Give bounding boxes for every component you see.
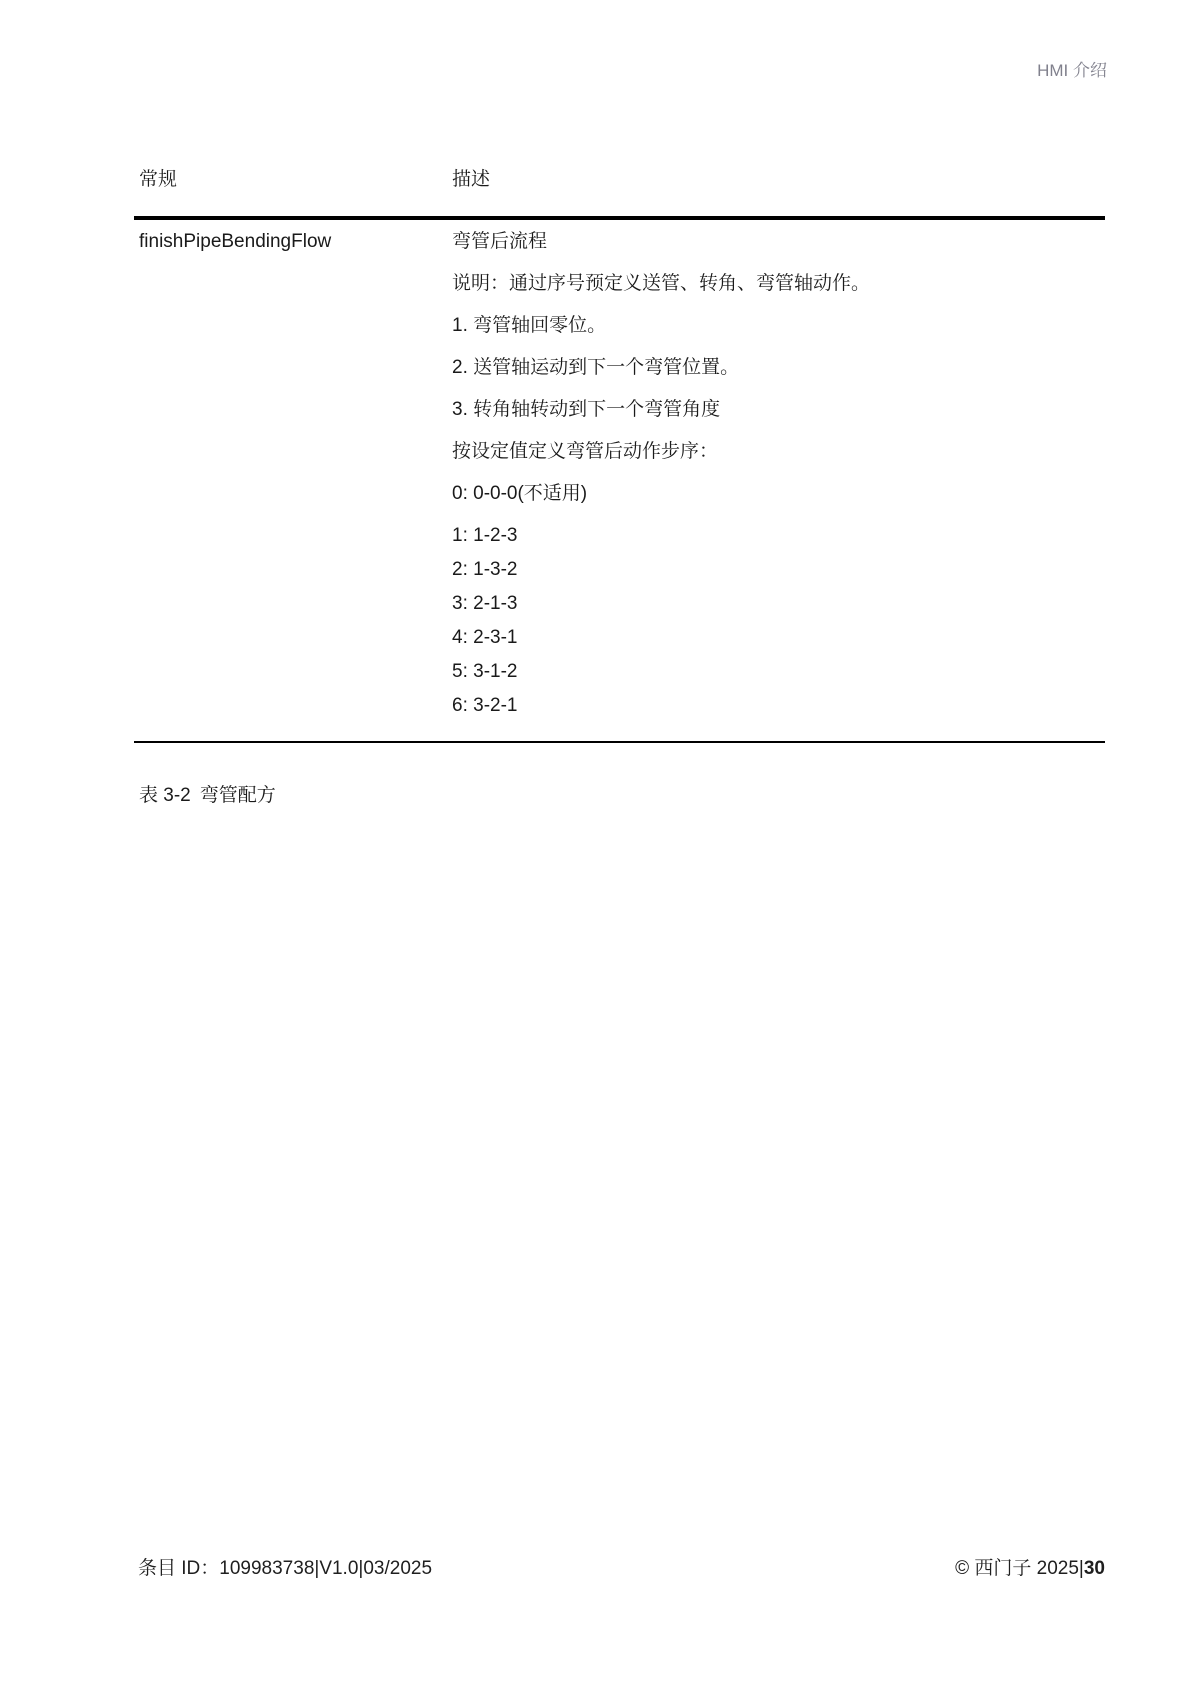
parameters-table <box>134 167 1105 743</box>
footer-copyright-text: © 西门子 2025| <box>955 1558 1084 1579</box>
description-line: 5: 3-1-2 <box>452 661 518 682</box>
description-line: 3. 转角轴转动到下一个弯管角度 <box>452 399 721 420</box>
parameter-description <box>452 229 1105 719</box>
description-line: 1. 弯管轴回零位。 <box>452 315 607 336</box>
page-content <box>134 167 1105 809</box>
footer-page-number: 30 <box>1083 1558 1105 1579</box>
description-line: 0: 0-0-0(不适用) <box>452 483 588 504</box>
description-line: 说明：通过序号预定义送管、转角、弯管轴动作。 <box>452 273 871 294</box>
footer-doc-id: 条目 ID：109983738|V1.0|03/2025 <box>138 1558 433 1579</box>
description-line: 3: 2-1-3 <box>452 593 518 614</box>
table-header-row <box>134 167 1105 216</box>
page-header <box>1037 60 1107 82</box>
description-line: 2: 1-3-2 <box>452 559 518 580</box>
table-caption <box>134 783 1105 809</box>
column-header-description: 描述 <box>452 169 491 190</box>
table-caption-title: 弯管配方 <box>199 785 276 806</box>
description-line: 2. 送管轴运动到下一个弯管位置。 <box>452 357 740 378</box>
description-line: 弯管后流程 <box>452 231 548 252</box>
page-footer <box>138 1556 1105 1582</box>
header-section-title: HMI 介绍 <box>1037 61 1107 80</box>
description-line: 4: 2-3-1 <box>452 627 518 648</box>
description-line: 按设定值定义弯管后动作步序： <box>452 441 719 462</box>
description-line: 1: 1-2-3 <box>452 525 518 546</box>
footer-copyright <box>955 1556 1105 1582</box>
description-line: 6: 3-2-1 <box>452 695 518 716</box>
parameter-name: finishPipeBendingFlow <box>139 231 332 252</box>
table-caption-label: 表 3-2 <box>139 785 191 806</box>
table-row <box>134 216 1105 743</box>
column-header-general: 常规 <box>139 169 178 190</box>
